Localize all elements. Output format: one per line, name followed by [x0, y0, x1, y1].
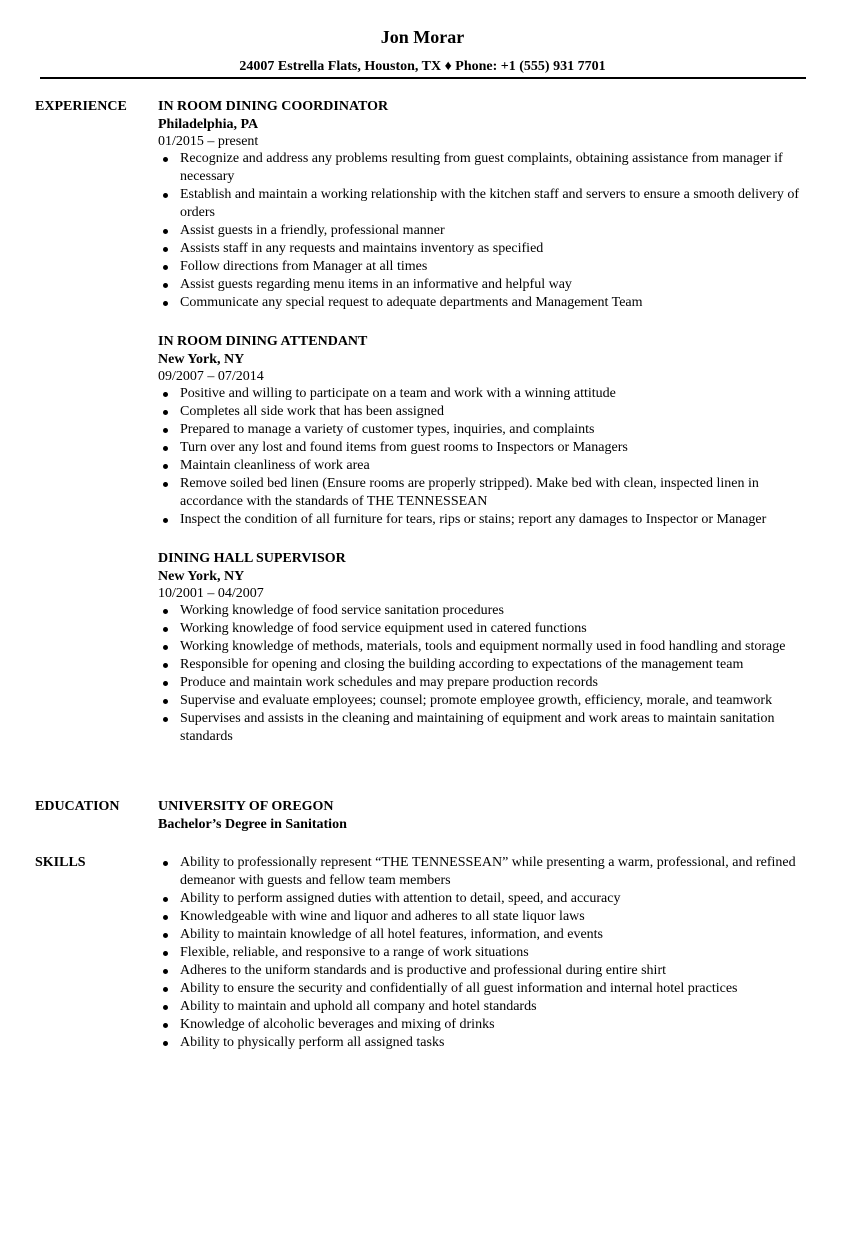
bullet-dot-icon	[163, 464, 168, 469]
bullet-dot-icon	[163, 915, 168, 920]
bullet-text: Ability to maintain and uphold all company and hotel standards	[180, 999, 537, 1014]
bullet-text: Responsible for opening and closing the building according to expectations of the management team	[180, 657, 744, 672]
bullet-dot-icon	[163, 933, 168, 938]
bullet-item	[158, 186, 818, 222]
bullet-dot-icon	[163, 301, 168, 306]
header-divider	[40, 77, 806, 79]
job-title: DINING HALL SUPERVISOR	[158, 551, 346, 566]
bullet-item	[158, 294, 818, 312]
bullet-dot-icon	[163, 428, 168, 433]
job-entry	[158, 98, 818, 312]
job-entry	[158, 550, 818, 746]
bullet-text: Flexible, reliable, and responsive to a range of work situations	[180, 945, 529, 960]
bullet-item	[158, 638, 818, 656]
bullet-item	[158, 403, 818, 421]
bullet-item	[158, 908, 818, 926]
bullet-text: Supervise and evaluate employees; counsel; promote employee growth, efficiency, morale, and teamwork	[180, 693, 773, 708]
bullet-dot-icon	[163, 157, 168, 162]
bullet-item	[158, 602, 818, 620]
education-entry	[158, 798, 818, 834]
bullet-dot-icon	[163, 392, 168, 397]
contact-line: 24007 Estrella Flats, Houston, TX ♦ Phone: +1 (555) 931 7701	[239, 59, 606, 74]
section-label-skills: SKILLS	[35, 855, 86, 870]
bullet-dot-icon	[163, 446, 168, 451]
bullet-dot-icon	[163, 265, 168, 270]
job-duties-list	[158, 602, 818, 746]
bullet-text: Working knowledge of food service equipment used in catered functions	[180, 621, 587, 636]
job-entry	[158, 333, 818, 529]
bullet-dot-icon	[163, 518, 168, 523]
bullet-item	[158, 998, 818, 1016]
bullet-dot-icon	[163, 699, 168, 704]
bullet-item	[158, 511, 818, 529]
bullet-text: Ability to ensure the security and confidentially of all guest information and internal hotel practices	[180, 981, 738, 996]
bullet-text: Assist guests in a friendly, professional manner	[180, 223, 445, 238]
section-label-education: EDUCATION	[35, 799, 120, 814]
job-dates: 09/2007 – 07/2014	[158, 369, 264, 384]
bullet-text: Completes all side work that has been assigned	[180, 404, 444, 419]
bullet-dot-icon	[163, 897, 168, 902]
job-dates: 01/2015 – present	[158, 134, 259, 149]
bullet-text: Knowledgeable with wine and liquor and adheres to all state liquor laws	[180, 909, 585, 924]
bullet-text: Communicate any special request to adequate departments and Management Team	[180, 295, 643, 310]
bullet-text: Maintain cleanliness of work area	[180, 458, 370, 473]
skills-list	[158, 854, 818, 1052]
bullet-text: Follow directions from Manager at all times	[180, 259, 428, 274]
bullet-dot-icon	[163, 410, 168, 415]
bullet-item	[158, 421, 818, 439]
bullet-item	[158, 854, 818, 890]
bullet-dot-icon	[163, 969, 168, 974]
bullet-text: Ability to professionally represent “THE TENNESSEAN” while presenting a warm, professional, and refined demeanor with guests and fellow team members	[180, 855, 796, 888]
bullet-item	[158, 710, 818, 746]
job-dates: 10/2001 – 04/2007	[158, 586, 264, 601]
bullet-item	[158, 1034, 818, 1052]
bullet-text: Prepared to manage a variety of customer types, inquiries, and complaints	[180, 422, 595, 437]
bullet-dot-icon	[163, 987, 168, 992]
bullet-dot-icon	[163, 193, 168, 198]
bullet-dot-icon	[163, 482, 168, 487]
bullet-dot-icon	[163, 247, 168, 252]
bullet-dot-icon	[163, 951, 168, 956]
bullet-dot-icon	[163, 645, 168, 650]
bullet-item	[158, 1016, 818, 1034]
bullet-text: Recognize and address any problems resulting from guest complaints, obtaining assistance from manager if necessary	[180, 151, 783, 184]
bullet-text: Ability to physically perform all assigned tasks	[180, 1035, 445, 1050]
bullet-text: Adheres to the uniform standards and is productive and professional during entire shirt	[180, 963, 666, 978]
bullet-dot-icon	[163, 1023, 168, 1028]
bullet-dot-icon	[163, 681, 168, 686]
bullet-dot-icon	[163, 861, 168, 866]
bullet-item	[158, 656, 818, 674]
bullet-item	[158, 926, 818, 944]
bullet-dot-icon	[163, 609, 168, 614]
bullet-item	[158, 222, 818, 240]
bullet-text: Assists staff in any requests and maintains inventory as specified	[180, 241, 544, 256]
bullet-item	[158, 258, 818, 276]
bullet-text: Produce and maintain work schedules and may prepare production records	[180, 675, 598, 690]
bullet-item	[158, 457, 818, 475]
bullet-text: Working knowledge of food service sanitation procedures	[180, 603, 504, 618]
job-title: IN ROOM DINING COORDINATOR	[158, 99, 389, 114]
bullet-dot-icon	[163, 1041, 168, 1046]
job-duties-list	[158, 150, 818, 312]
bullet-text: Inspect the condition of all furniture for tears, rips or stains; report any damages to Inspector or Manager	[180, 512, 767, 527]
bullet-text: Remove soiled bed linen (Ensure rooms are properly stripped). Make bed with clean, inspected linen in accordance with the standards of THE TENNESSEAN	[180, 476, 759, 509]
skills-body	[158, 854, 818, 1052]
bullet-text: Working knowledge of methods, materials, tools and equipment normally used in food handling and storage	[180, 639, 786, 654]
bullet-item	[158, 962, 818, 980]
bullet-text: Positive and willing to participate on a team and work with a winning attitude	[180, 386, 616, 401]
bullet-item	[158, 944, 818, 962]
bullet-item	[158, 980, 818, 998]
bullet-item	[158, 240, 818, 258]
bullet-item	[158, 620, 818, 638]
bullet-item	[158, 385, 818, 403]
job-title: IN ROOM DINING ATTENDANT	[158, 334, 368, 349]
job-location: Philadelphia, PA	[158, 117, 259, 132]
bullet-text: Ability to maintain knowledge of all hotel features, information, and events	[180, 927, 604, 942]
bullet-item	[158, 890, 818, 908]
bullet-item	[158, 150, 818, 186]
bullet-dot-icon	[163, 663, 168, 668]
bullet-text: Establish and maintain a working relationship with the kitchen staff and servers to ensure a smooth delivery of orders	[180, 187, 800, 220]
bullet-item	[158, 692, 818, 710]
bullet-item	[158, 439, 818, 457]
bullet-dot-icon	[163, 717, 168, 722]
bullet-item	[158, 475, 818, 511]
school-name: UNIVERSITY OF OREGON	[158, 799, 334, 814]
job-location: New York, NY	[158, 569, 245, 584]
bullet-text: Supervises and assists in the cleaning and maintaining of equipment and work areas to maintain sanitation standards	[180, 711, 775, 744]
candidate-name: Jon Morar	[380, 27, 465, 47]
bullet-item	[158, 674, 818, 692]
bullet-text: Knowledge of alcoholic beverages and mixing of drinks	[180, 1017, 495, 1032]
experience-list	[158, 98, 818, 767]
bullet-dot-icon	[163, 283, 168, 288]
section-label-experience: EXPERIENCE	[35, 99, 127, 114]
degree: Bachelor’s Degree in Sanitation	[158, 817, 347, 832]
job-location: New York, NY	[158, 352, 245, 367]
bullet-item	[158, 276, 818, 294]
bullet-text: Ability to perform assigned duties with attention to detail, speed, and accuracy	[180, 891, 621, 906]
job-duties-list	[158, 385, 818, 529]
bullet-dot-icon	[163, 1005, 168, 1010]
bullet-text: Assist guests regarding menu items in an informative and helpful way	[180, 277, 572, 292]
bullet-text: Turn over any lost and found items from guest rooms to Inspectors or Managers	[180, 440, 628, 455]
bullet-dot-icon	[163, 627, 168, 632]
bullet-dot-icon	[163, 229, 168, 234]
